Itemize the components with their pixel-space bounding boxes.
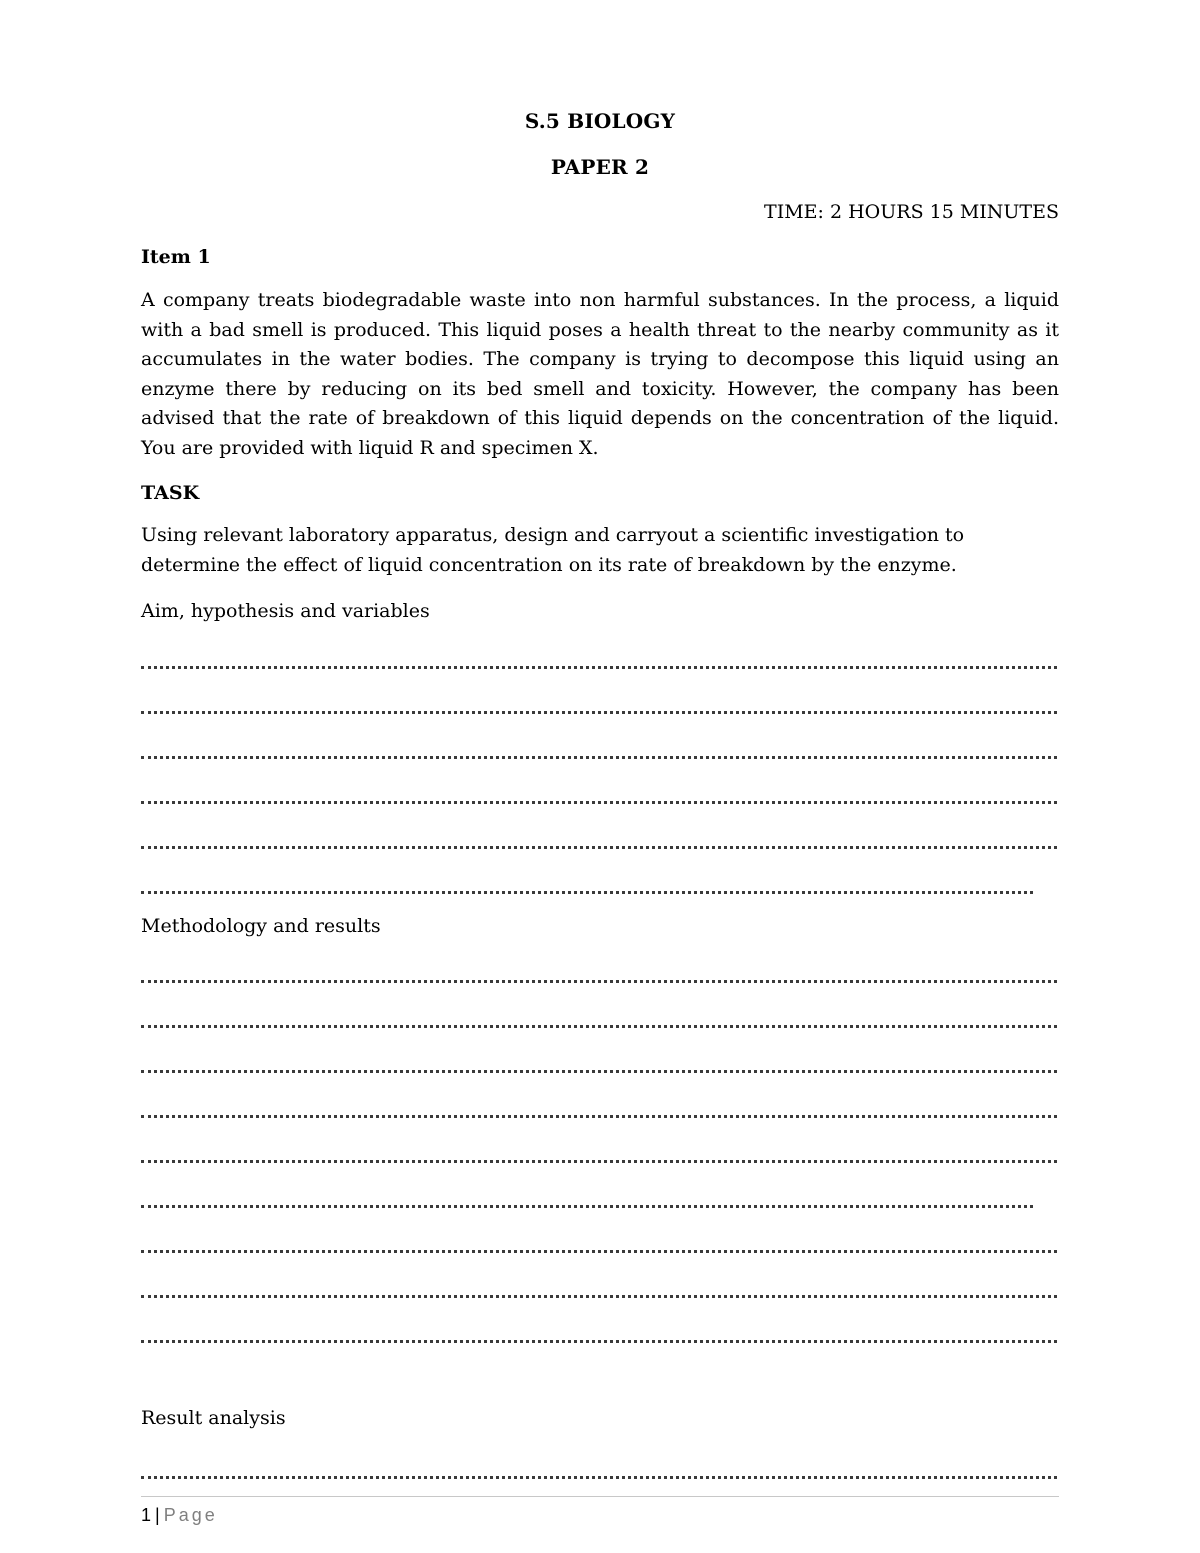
answer-line[interactable] [141, 781, 1057, 804]
answer-line[interactable] [141, 871, 1033, 894]
aim-section-label: Aim, hypothesis and variables [141, 600, 430, 622]
answer-line[interactable] [141, 1185, 1033, 1208]
answer-line[interactable] [141, 1095, 1057, 1118]
item-heading: Item 1 [141, 246, 211, 268]
exam-page [141, 0, 1059, 1553]
task-heading: TASK [141, 482, 200, 504]
time-allowed: TIME: 2 HOURS 15 MINUTES [764, 201, 1059, 223]
answer-line[interactable] [141, 1005, 1057, 1028]
paper-title: PAPER 2 [550, 155, 650, 179]
answer-line[interactable] [141, 1050, 1057, 1073]
page-number: 1 [141, 1505, 152, 1525]
answer-line[interactable] [141, 1230, 1057, 1253]
page-footer [141, 1503, 218, 1527]
answer-line[interactable] [141, 826, 1057, 849]
subject-title: S.5 BIOLOGY [524, 109, 676, 133]
answer-line[interactable] [141, 1140, 1057, 1163]
footer-separator: | [155, 1505, 160, 1525]
item-scenario: A company treats biodegradable waste into non harmful substances. In the process, a liquid with a bad smell is produced. This liquid poses a health threat to the nearby community as it accumulates in the water bodies. The company is trying to decompose this liquid using an enzyme there by reducing on its bed smell and toxicity. However, the company has been advised that the rate of breakdown of this liquid depends on the concentration of the liquid. You are provided with liquid R and specimen X. [141, 289, 1059, 459]
answer-line[interactable] [141, 1275, 1057, 1298]
answer-line[interactable] [141, 691, 1057, 714]
answer-line[interactable] [141, 736, 1057, 759]
footer-divider [141, 1496, 1059, 1497]
answer-line[interactable] [141, 960, 1057, 983]
task-text: Using relevant laboratory apparatus, design and carryout a scientific investigation to determine the effect of liquid concentration on its rate of breakdown by the enzyme. [141, 524, 965, 576]
answer-line[interactable] [141, 646, 1057, 669]
page-word: Page [163, 1505, 218, 1525]
answer-line[interactable] [141, 1320, 1057, 1343]
analysis-section-label: Result analysis [141, 1407, 286, 1429]
methodology-section-label: Methodology and results [141, 915, 381, 937]
answer-line[interactable] [141, 1456, 1057, 1479]
